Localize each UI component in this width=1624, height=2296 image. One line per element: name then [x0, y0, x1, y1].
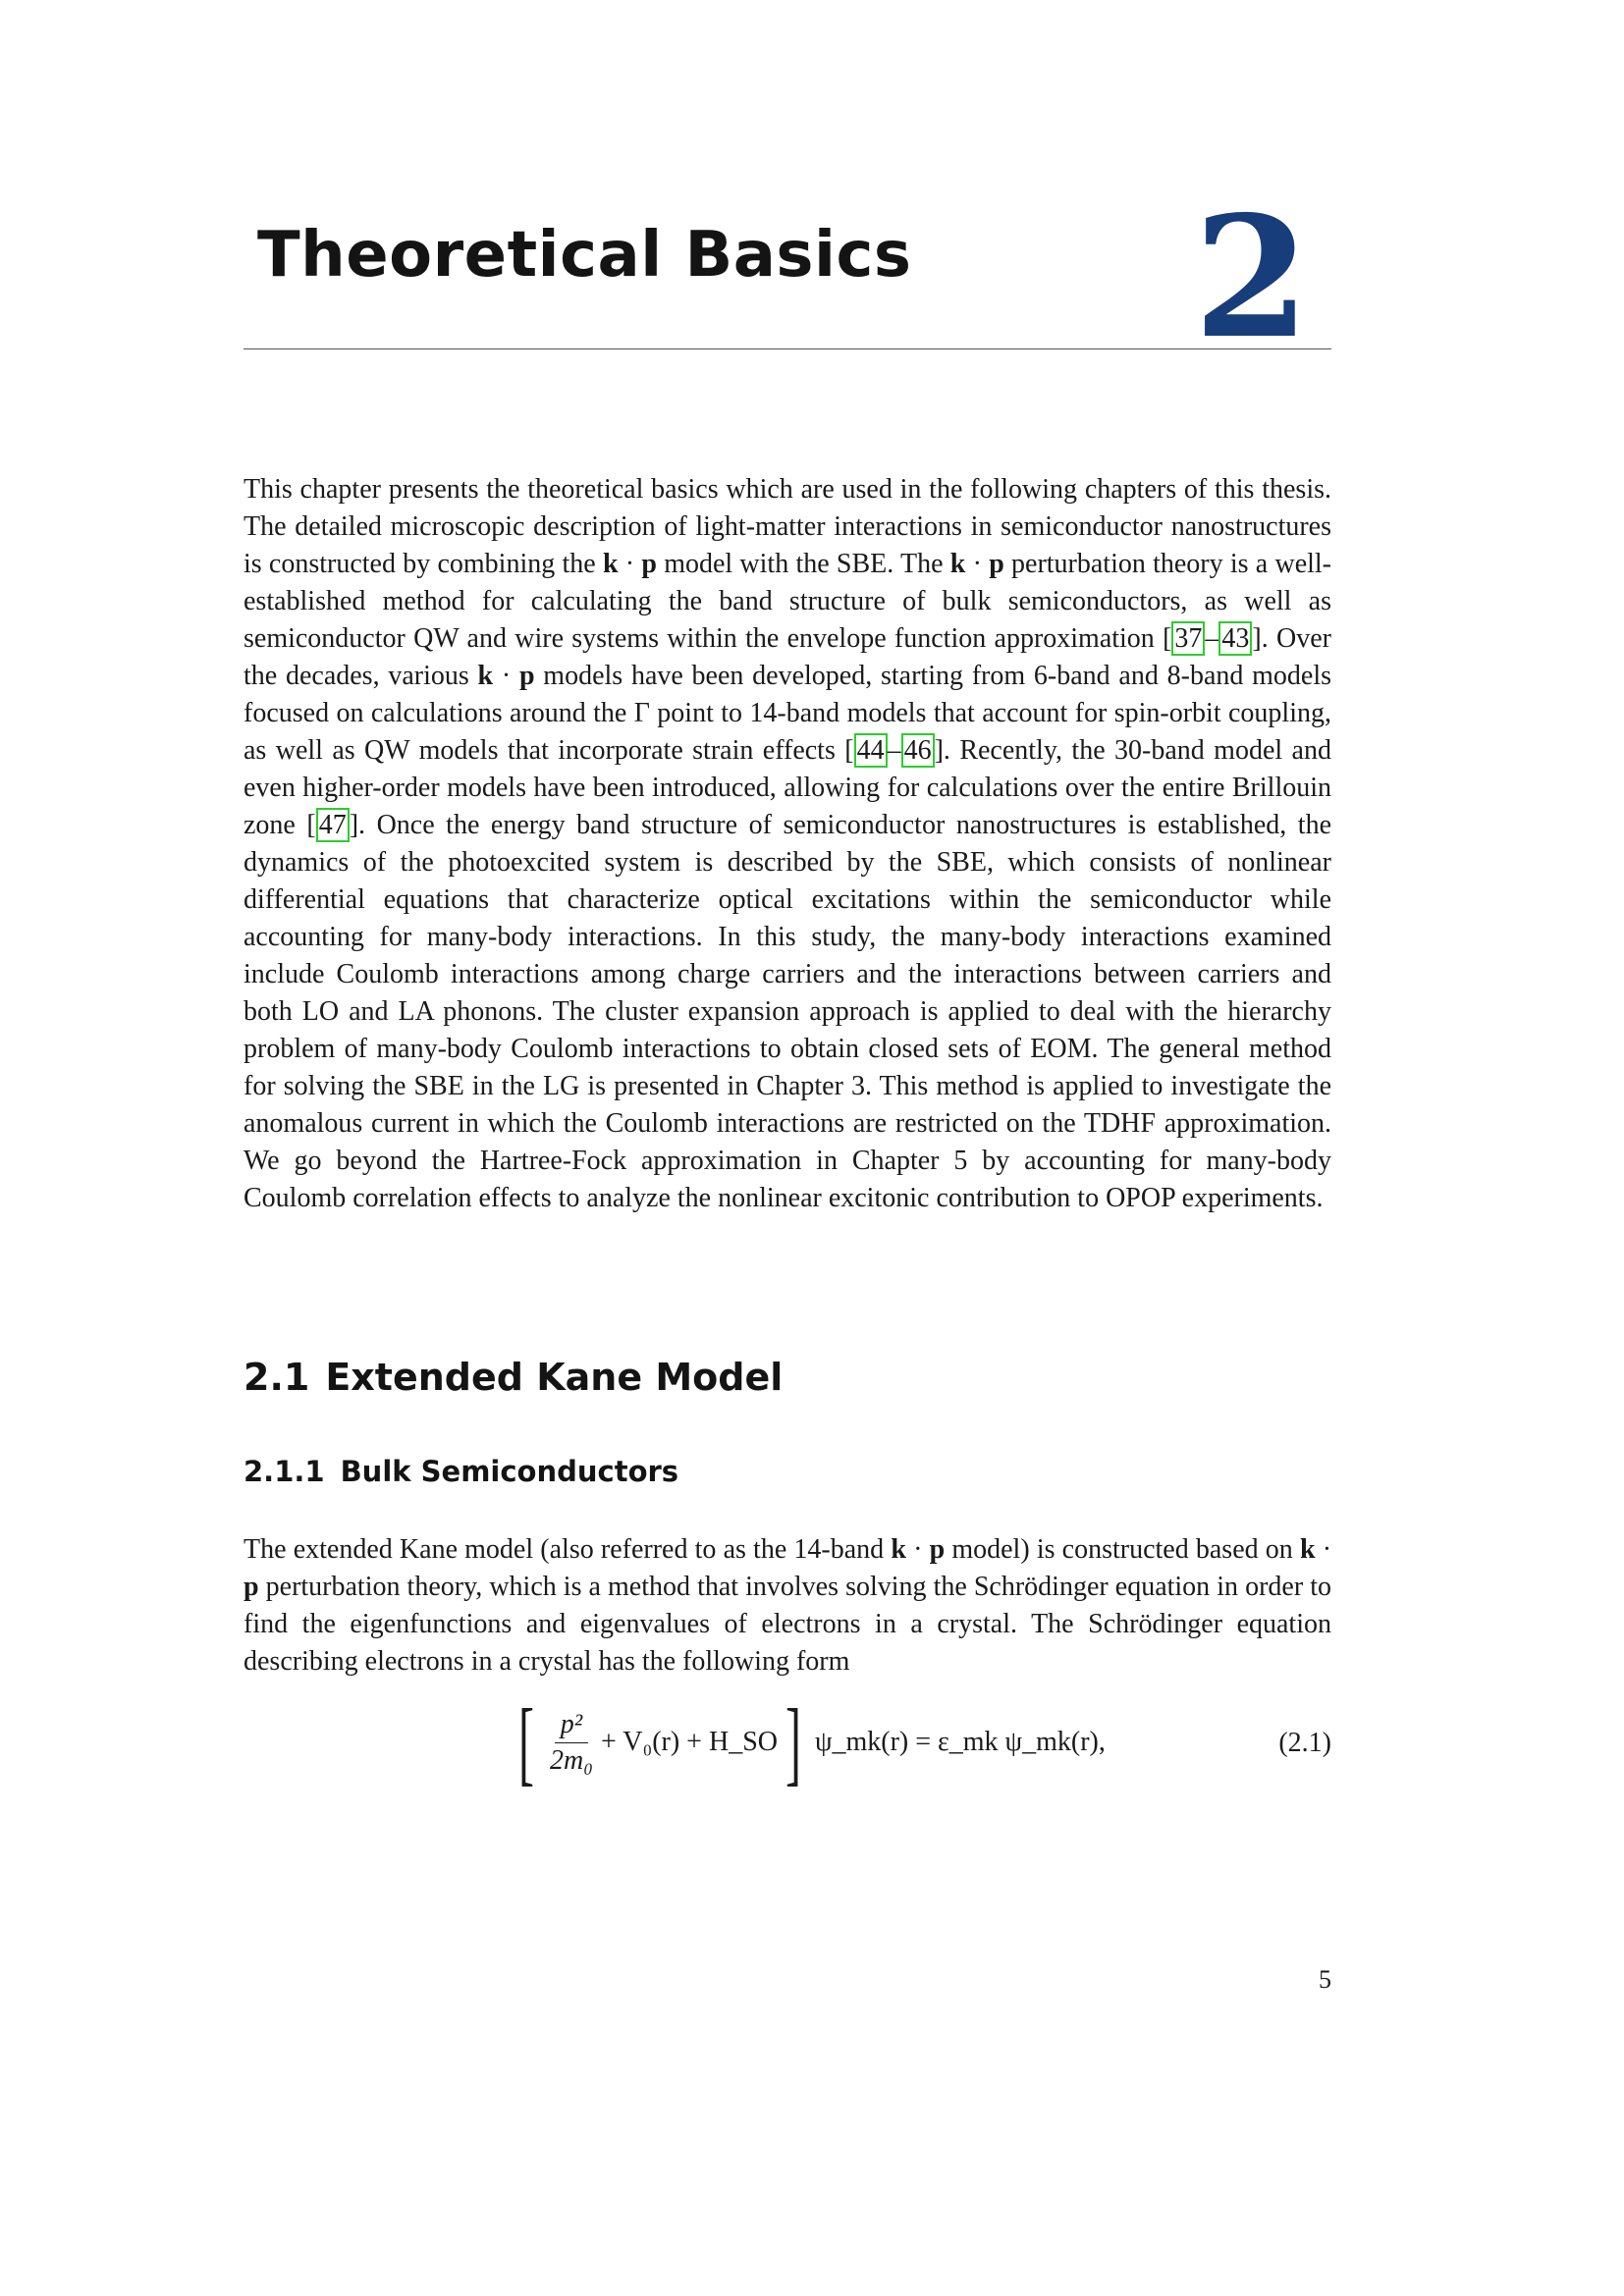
section-number: 2.1 — [244, 1356, 310, 1399]
section-heading — [244, 1358, 783, 1399]
subsection-title: Bulk Semiconductors — [340, 1455, 679, 1488]
citation-link-44[interactable]: 44 — [854, 733, 888, 768]
kinetic-fraction — [550, 1709, 593, 1777]
equation-potential-terms: + V₀(r) + H_SO — [600, 1727, 778, 1757]
body-paragraph: The extended Kane model (also referred to as the 14-band k · p model) is constructed based on k · p perturbation theory, which is a method that involves solving the Schrödinger equation in order to find the eigenfunctions and eigenvalues of electrons in a crystal. The Schrödinger equation describing electrons in a crystal has the following form — [244, 1534, 1332, 1677]
schrodinger-equation — [511, 1689, 1106, 1794]
right-bracket: ] — [785, 1689, 801, 1794]
intro-paragraph: This chapter presents the theoretical basics which are used in the following chapters of this thesis. The detailed microscopic description of light-matter interactions in semiconductor nanostructures is constructed by combining the k · p model with the SBE. The k · p perturbation theory is a well-established method for calculating the band structure of bulk semiconductors, as well as semiconductor QW and wire systems within the envelope function approximation [ 37 – 43 ]. Over the decades, various k · p models have been developed, starting from 6-band and 8-band models focused on calculations around the Γ point to 14-band models that account for spin-orbit coupling, as well as QW models that incorporate strain effects [ 44 – 46 ]. Recently, the 30-band model and even higher-order models have been introduced, allowing for calculations over the entire Brillouin zone [ 47 ]. Once the energy band structure of semiconductor nanostructures is established, the dynamics of the photoexcited system is described by the SBE, which consists of nonlinear differential equations that characterize optical excitations within the semiconductor while accounting for many-body interactions. In this study, the many-body interactions examined include Coulomb interactions among charge carriers and the interactions between carriers and both LO and LA phonons. The cluster expansion approach is applied to deal with the hierarchy problem of many-body Coulomb interactions to obtain closed sets of EOM. The general method for solving the SBE in the LG is presented in Chapter 3. This method is applied to investigate the anomalous current in which the Coulomb interactions are restricted on the TDHF approximation. We go beyond the Hartree-Fock approximation in Chapter 5 by accounting for many-body Coulomb correlation effects to analyze the nonlinear excitonic contribution to OPOP experiments. — [244, 474, 1332, 1213]
subsection-heading — [244, 1457, 678, 1488]
chapter-title: Theoretical Basics — [257, 219, 912, 292]
citation-link-37[interactable]: 37 — [1171, 621, 1205, 656]
citation-link-46[interactable]: 46 — [901, 733, 935, 768]
equation-number: (2.1) — [1278, 1728, 1331, 1758]
subsection-number: 2.1.1 — [244, 1455, 325, 1488]
equation-rhs: ψ_mk(r) = ε_mk ψ_mk(r), — [814, 1727, 1106, 1757]
fraction-numerator: p² — [555, 1709, 588, 1743]
left-bracket: [ — [517, 1689, 534, 1794]
fraction-denominator: 2m₀ — [549, 1744, 593, 1776]
chapter-number: 2 — [1193, 180, 1310, 376]
section-title: Extended Kane Model — [325, 1356, 784, 1399]
chapter-divider — [244, 348, 1331, 349]
citation-link-43[interactable]: 43 — [1218, 621, 1252, 656]
citation-link-47[interactable]: 47 — [316, 808, 350, 842]
page-number: 5 — [1319, 1965, 1331, 1994]
